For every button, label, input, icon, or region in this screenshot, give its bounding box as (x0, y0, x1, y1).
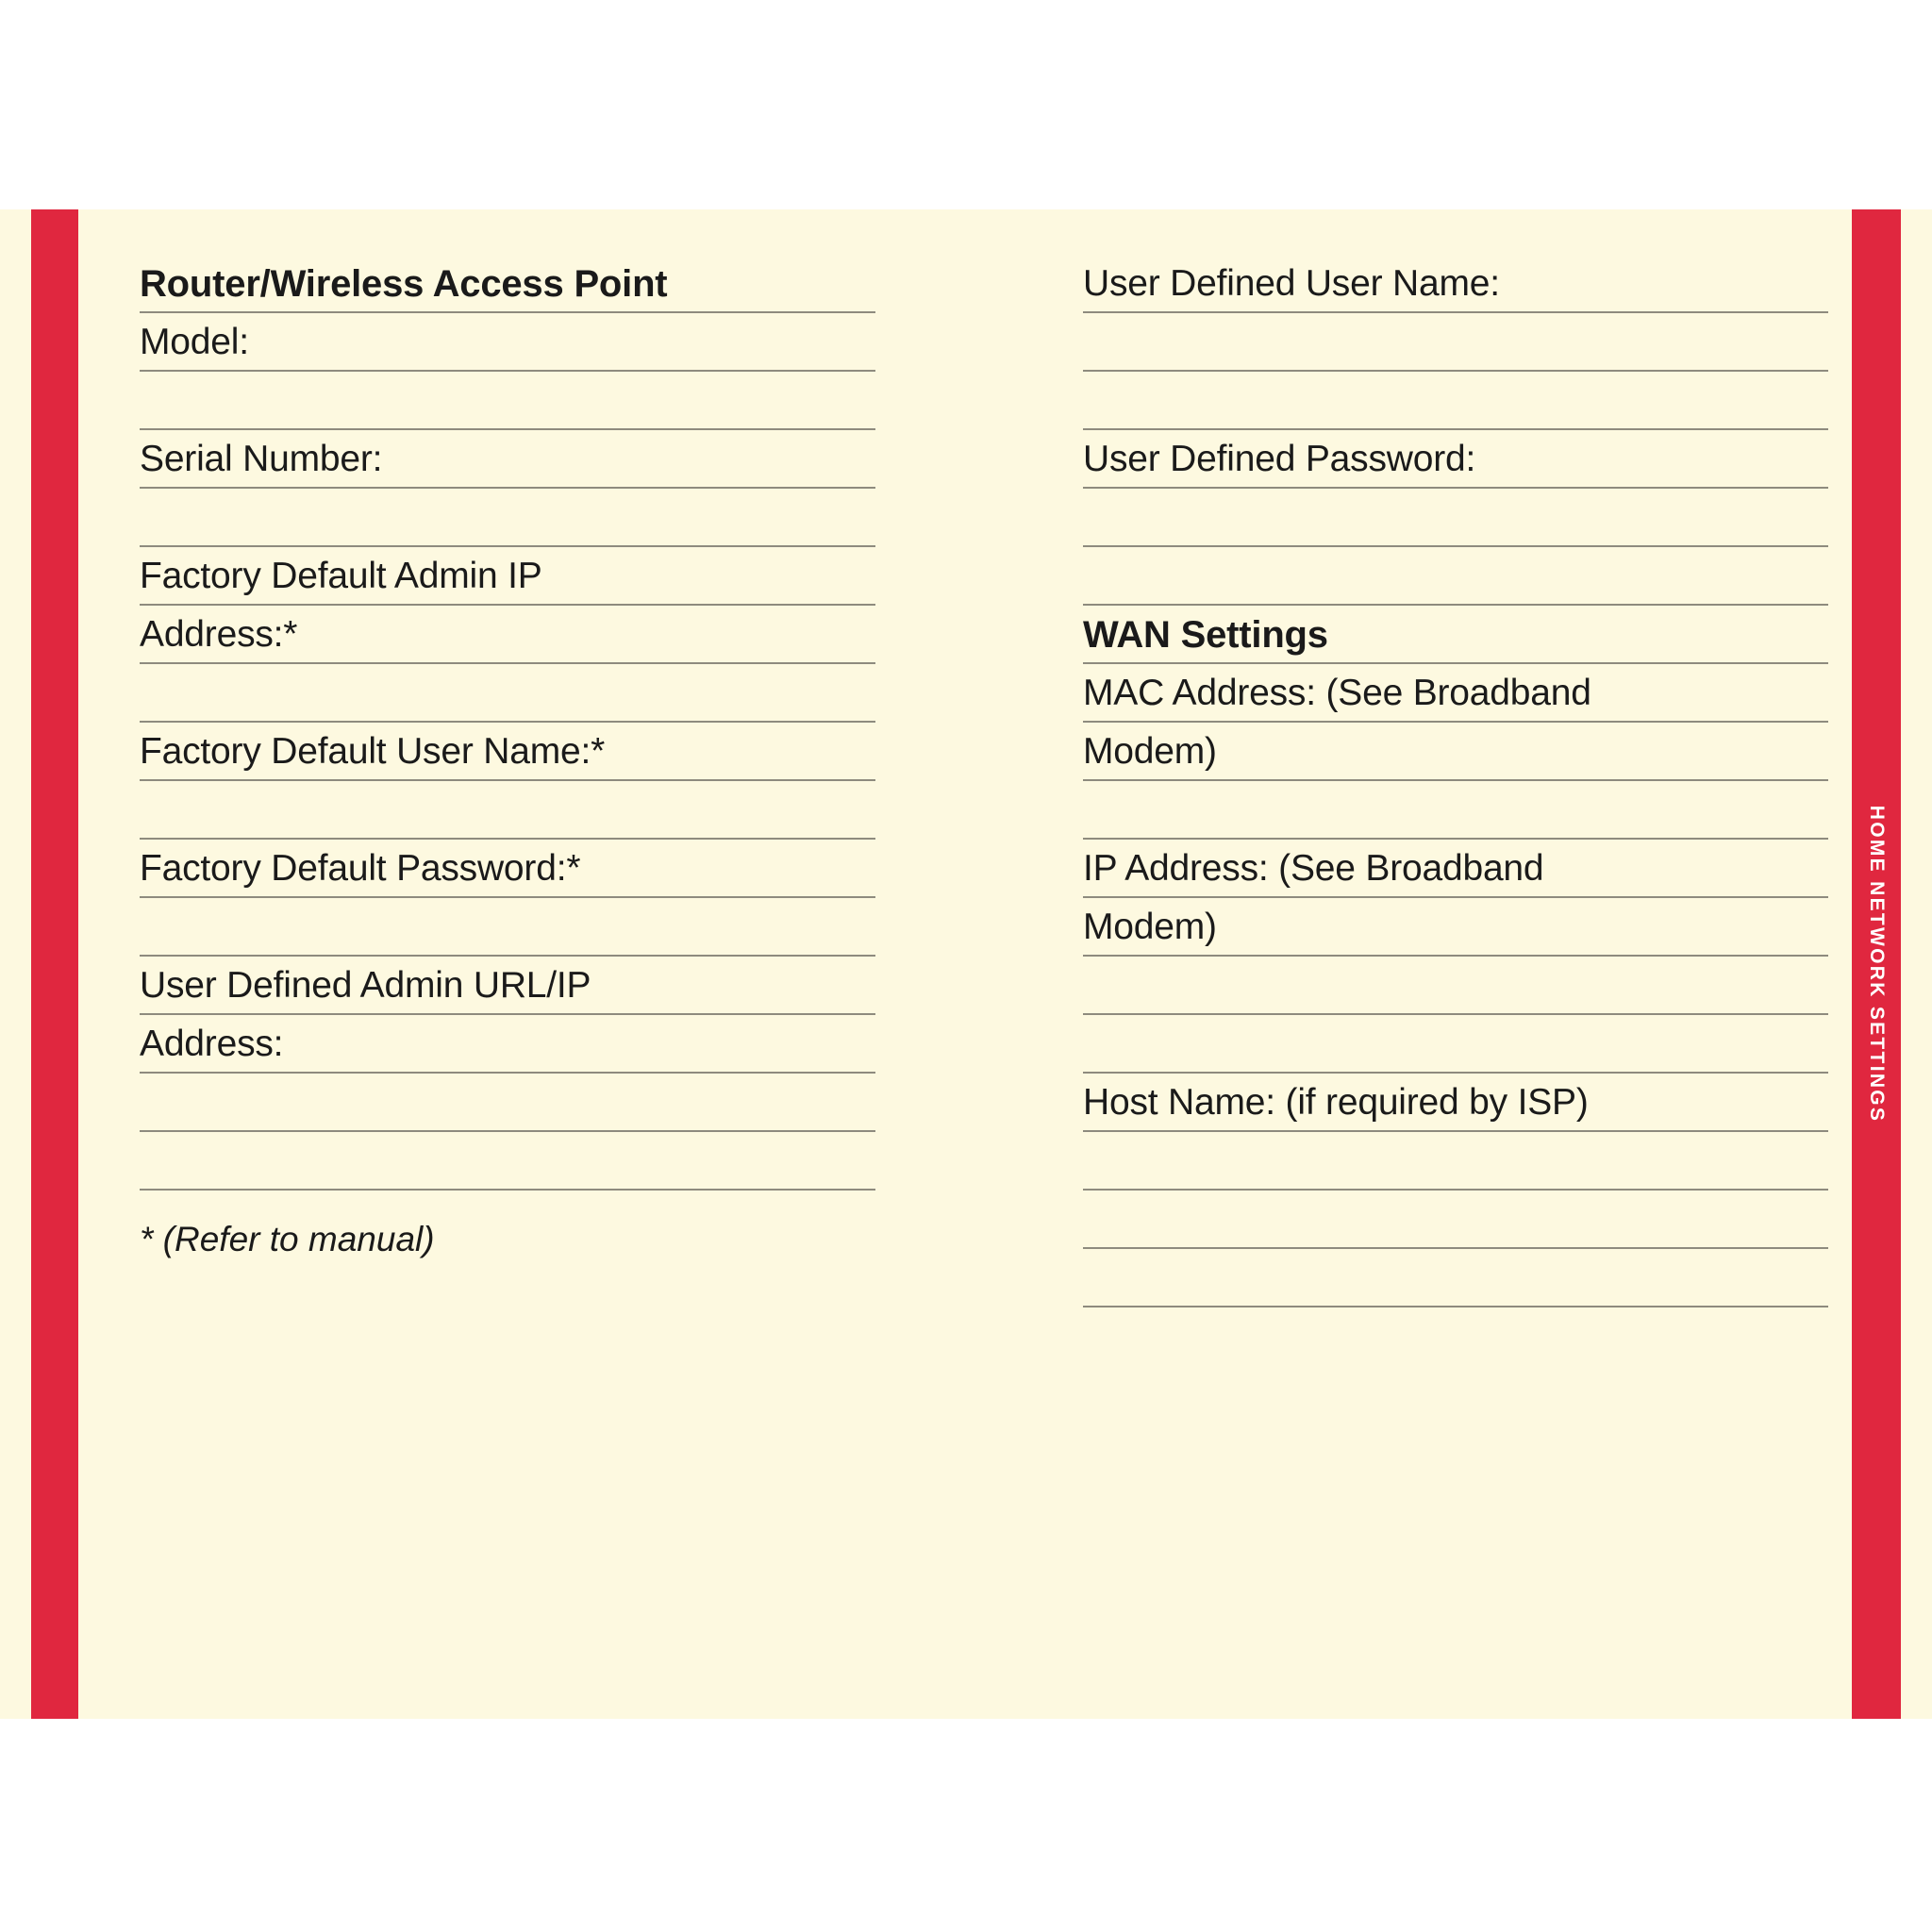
field-default-admin-ip-writeline[interactable] (140, 664, 875, 723)
field-default-password-writeline[interactable] (140, 898, 875, 957)
field-host-name-writeline-2[interactable] (1083, 1191, 1828, 1249)
field-user-defined-user-name-writeline-2[interactable] (1083, 372, 1828, 430)
section-tab-label: HOME NETWORK SETTINGS (1866, 805, 1888, 1124)
field-default-admin-ip-label: Factory Default Admin IP (140, 556, 542, 596)
field-default-user-name-writeline[interactable] (140, 781, 875, 840)
left-accent-bar (31, 209, 78, 1719)
field-mac-address-line1 (1083, 664, 1828, 723)
field-host-name-label: Host Name: (if required by ISP) (1083, 1082, 1589, 1123)
footnote: * (Refer to manual) (140, 1220, 435, 1258)
field-default-admin-ip-label2: Address:* (140, 614, 298, 655)
field-default-admin-ip-line2[interactable] (140, 606, 875, 664)
field-user-admin-url-writeline-1[interactable] (140, 1074, 875, 1132)
section-heading-wan-label: WAN Settings (1083, 614, 1328, 656)
left-column (140, 255, 875, 1266)
field-ip-address-writeline-2[interactable] (1083, 1015, 1828, 1074)
field-user-admin-url-writeline-2[interactable] (140, 1132, 875, 1191)
field-user-defined-user-name-label: User Defined User Name: (1083, 263, 1500, 304)
field-user-defined-user-name[interactable] (1083, 255, 1828, 313)
field-user-admin-url-label: User Defined Admin URL/IP (140, 965, 591, 1006)
field-serial-number-writeline[interactable] (140, 489, 875, 547)
field-ip-address-line2[interactable] (1083, 898, 1828, 957)
field-mac-address-label2: Modem) (1083, 731, 1217, 772)
field-serial-number[interactable] (140, 430, 875, 489)
field-user-admin-url-label2: Address: (140, 1024, 284, 1064)
field-user-defined-password-writeline-2[interactable] (1083, 547, 1828, 606)
field-host-name[interactable] (1083, 1074, 1828, 1132)
field-serial-number-label: Serial Number: (140, 439, 383, 479)
field-model[interactable] (140, 313, 875, 372)
field-model-writeline[interactable] (140, 372, 875, 430)
field-user-defined-password-writeline-1[interactable] (1083, 489, 1828, 547)
field-mac-address-label: MAC Address: (See Broadband (1083, 673, 1591, 713)
field-default-password[interactable] (140, 840, 875, 898)
field-mac-address-writeline[interactable] (1083, 781, 1828, 840)
field-default-password-label: Factory Default Password:* (140, 848, 581, 889)
field-default-user-name-label: Factory Default User Name:* (140, 731, 606, 772)
field-ip-address-line1 (1083, 840, 1828, 898)
field-user-defined-user-name-writeline-1[interactable] (1083, 313, 1828, 372)
section-tab (1852, 209, 1901, 1719)
field-model-label: Model: (140, 322, 249, 362)
field-mac-address-line2[interactable] (1083, 723, 1828, 781)
field-default-admin-ip-line1 (140, 547, 875, 606)
field-user-defined-password-label: User Defined Password: (1083, 439, 1476, 479)
section-heading-router-label: Router/Wireless Access Point (140, 263, 668, 305)
field-ip-address-label: IP Address: (See Broadband (1083, 848, 1544, 889)
right-column (1083, 255, 1828, 1307)
field-default-user-name[interactable] (140, 723, 875, 781)
field-ip-address-writeline-1[interactable] (1083, 957, 1828, 1015)
field-host-name-writeline-3[interactable] (1083, 1249, 1828, 1307)
section-heading-wan (1083, 606, 1828, 664)
field-user-defined-password[interactable] (1083, 430, 1828, 489)
field-user-admin-url-line1 (140, 957, 875, 1015)
section-heading-router (140, 255, 875, 313)
field-host-name-writeline-1[interactable] (1083, 1132, 1828, 1191)
field-ip-address-label2: Modem) (1083, 907, 1217, 947)
field-user-admin-url-line2[interactable] (140, 1015, 875, 1074)
